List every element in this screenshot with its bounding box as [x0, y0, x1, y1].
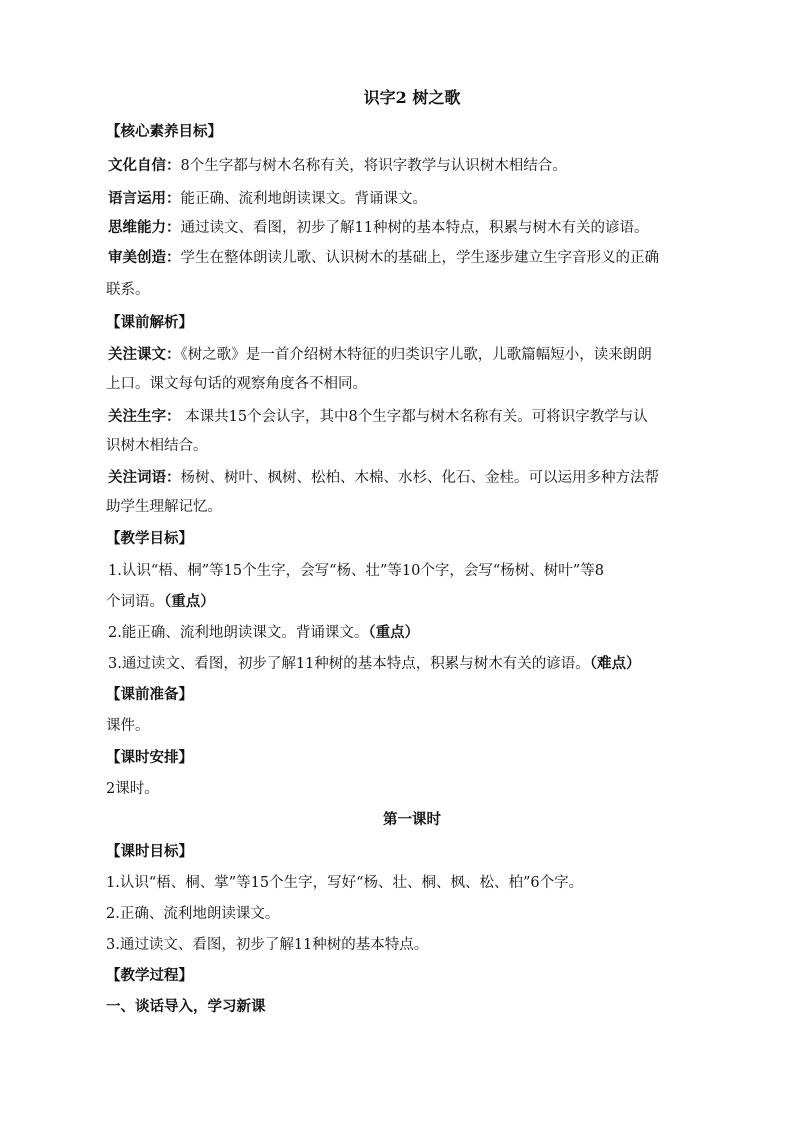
teaching-goal-text: 个词语。 — [106, 594, 164, 610]
core-goal-thinking — [0, 218, 794, 238]
core-goal-text: 8个生字都与树木名称有关，将识字教学与认识树木相结合。 — [180, 158, 567, 174]
analysis-label: 关注词语： — [108, 470, 181, 486]
core-goal-aesthetic-cont: 联系。 — [106, 282, 150, 298]
section-heading-teaching-goals: 【教学目标】 — [106, 531, 193, 547]
analysis-label: 关注生字： — [108, 409, 181, 425]
core-goal-label: 审美创造： — [108, 250, 181, 266]
analysis-label: 关注课文： — [108, 347, 181, 363]
section-heading-schedule: 【课时安排】 — [106, 750, 193, 766]
teaching-goal-text: 2.能正确、流利地朗读课文。背诵课文。 — [108, 625, 369, 641]
analysis-body: 本课共15个会认字，其中8个生字都与树木名称有关。可将识字教学与认 — [180, 409, 648, 425]
teaching-goal-1-cont — [0, 592, 794, 612]
schedule-text: 2课时。 — [106, 781, 159, 797]
teaching-goal-1: 1.认识“梧、桐”等15个生字，会写“杨、壮”等10个字，会写“杨树、树叶”等8 — [108, 563, 604, 579]
preparation-text: 课件。 — [106, 718, 150, 734]
key-point-tag: （重点） — [368, 625, 420, 641]
page-title: 识字2 树之歌 — [363, 88, 461, 107]
analysis-body: 杨树、树叶、枫树、松柏、木棉、水杉、化石、金桂。可以运用多种方法帮 — [180, 470, 659, 486]
core-goal-text: 能正确、流利地朗读课文。背诵课文。 — [180, 191, 427, 207]
analysis-text-cont: 上口。课文每句话的观察角度各不相同。 — [106, 376, 367, 392]
analysis-words-cont: 助学生理解记忆。 — [106, 499, 222, 515]
analysis-characters — [0, 407, 794, 427]
lesson-goal-1: 1.认识“梧、桐、掌”等15个生字，写好“杨、壮、桐、枫、松、柏”6个字。 — [106, 875, 584, 891]
core-goal-label: 语言运用： — [108, 191, 181, 207]
core-goal-aesthetic — [0, 248, 794, 268]
section-heading-preparation: 【课前准备】 — [106, 687, 193, 703]
analysis-text — [0, 345, 794, 365]
core-goal-label: 文化自信： — [108, 158, 181, 174]
analysis-characters-cont: 识树木相结合。 — [106, 438, 208, 454]
core-goal-text: 通过读文、看图，初步了解11种树的基本特点，积累与树木有关的谚语。 — [180, 220, 649, 236]
section-heading-process: 【教学过程】 — [106, 968, 193, 984]
difficult-point-tag: （难点） — [589, 656, 641, 672]
teaching-goal-2 — [0, 623, 794, 643]
core-goal-label: 思维能力： — [108, 220, 181, 236]
key-point-tag: （重点） — [164, 594, 215, 610]
core-goal-language — [0, 189, 794, 209]
section-heading-lesson-goals: 【课时目标】 — [106, 844, 193, 860]
analysis-body: 《树之歌》是一首介绍树木特征的归类识字儿歌，儿歌篇幅短小，读来朗朗 — [180, 347, 652, 363]
core-goal-culture — [0, 156, 794, 176]
section-heading-core-goals: 【核心素养目标】 — [106, 124, 222, 140]
teaching-goal-3 — [0, 654, 794, 674]
lesson-goal-3: 3.通过读文、看图，初步了解11种树的基本特点。 — [106, 937, 429, 953]
lesson-one-heading: 第一课时 — [383, 812, 441, 828]
lesson-goal-2: 2.正确、流利地朗读课文。 — [106, 906, 280, 922]
section-heading-pre-analysis: 【课前解析】 — [106, 315, 193, 331]
core-goal-text: 学生在整体朗读儿歌、认识树木的基础上，学生逐步建立生字音形义的正确 — [180, 250, 659, 266]
analysis-words — [0, 468, 794, 488]
teaching-goal-text: 3.通过读文、看图，初步了解11种树的基本特点，积累与树木有关的谚语。 — [108, 656, 590, 672]
process-step-1: 一、谈话导入，学习新课 — [106, 999, 266, 1015]
